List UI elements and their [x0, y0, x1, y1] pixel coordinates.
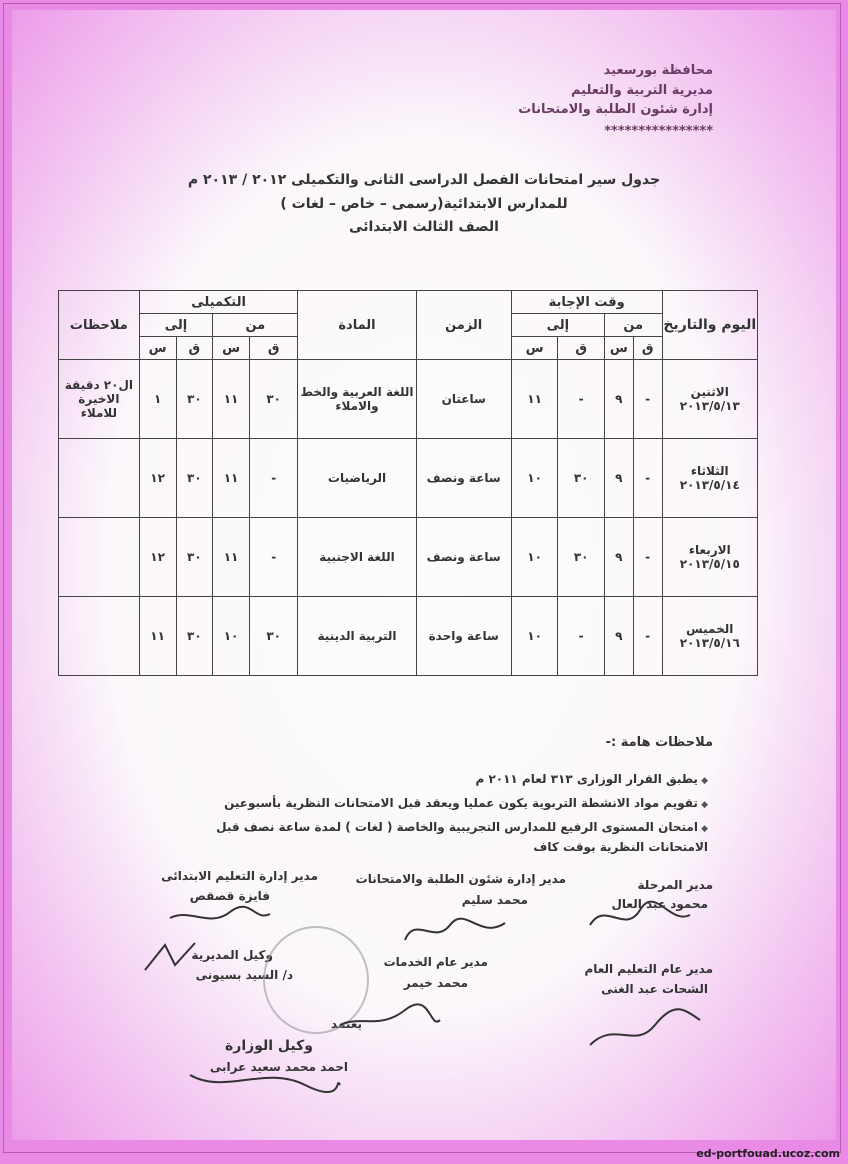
cell-sup-from-q: ٣٠	[249, 597, 298, 676]
header-q: ق	[176, 337, 213, 360]
primary-director-title: مدير إدارة التعليم الابتدائى	[161, 869, 318, 883]
table-row	[59, 439, 758, 518]
header-from: من	[604, 314, 662, 337]
students-director-title: مدير إدارة شئون الطلبة والامتحانات	[355, 872, 566, 886]
deputy-minister-name: احمد محمد سعيد عرابى	[209, 1060, 348, 1074]
cell-from-q: -	[633, 360, 662, 439]
cell-subject: التربية الدينية	[298, 597, 416, 676]
services-director-signature	[335, 995, 445, 1040]
general-ed-director-name: الشحات عبد الغنى	[601, 982, 708, 996]
cell-duration: ساعة ونصف	[416, 518, 511, 597]
doc-title: جدول سير امتحانات الفصل الدراسى الثانى والتكميلى ٢٠١٢ / ٢٠١٣ م	[187, 172, 661, 188]
cell-subject: الرياضيات	[298, 439, 416, 518]
cell-sup-to-q: ٣٠	[176, 360, 213, 439]
table-row	[59, 597, 758, 676]
cell-duration: ساعة ونصف	[416, 439, 511, 518]
services-director-title: مدير عام الخدمات	[383, 955, 488, 969]
stage-director-name: محمود عبد العال	[611, 897, 708, 911]
cell-day: الاثنين ٢٠١٣/٥/١٣	[662, 360, 757, 439]
primary-director-signature	[165, 900, 275, 930]
header-supplementary: التكميلى	[139, 291, 298, 314]
stage-director-signature	[585, 895, 695, 940]
cell-from-q: -	[633, 597, 662, 676]
cell-to-s: ١٠	[511, 518, 558, 597]
cell-duration: ساعتان	[416, 360, 511, 439]
cell-from-q: -	[633, 518, 662, 597]
cell-to-q: -	[558, 360, 605, 439]
schedule-table	[58, 290, 758, 676]
deputy-directorate-signature	[140, 935, 200, 980]
deputy-directorate-name: د/ السيد بسيونى	[195, 968, 293, 982]
cell-to-s: ١١	[511, 360, 558, 439]
cell-duration: ساعة واحدة	[416, 597, 511, 676]
doc-subtitle: للمدارس الابتدائية(رسمى – خاص – لغات )	[280, 196, 568, 212]
cell-sup-to-s: ١	[139, 360, 176, 439]
cell-from-s: ٩	[604, 597, 633, 676]
cell-to-q: -	[558, 597, 605, 676]
header-s: س	[511, 337, 558, 360]
cell-notes	[59, 597, 140, 676]
header-stars: ****************	[604, 124, 713, 139]
cell-from-q: -	[633, 439, 662, 518]
notes-list	[188, 770, 708, 860]
header-duration: الزمن	[416, 291, 511, 360]
cell-day: الاربعاء ٢٠١٣/٥/١٥	[662, 518, 757, 597]
cell-to-q: ٣٠	[558, 518, 605, 597]
cell-sup-from-s: ١١	[213, 360, 250, 439]
header-subject: المادة	[298, 291, 416, 360]
note-item: ◆ يطبق القرار الوزارى ٣١٣ لعام ٢٠١١ م	[188, 770, 708, 790]
header-sup-from: من	[213, 314, 298, 337]
header-s: س	[139, 337, 176, 360]
header-s: س	[213, 337, 250, 360]
cell-sup-to-q: ٣٠	[176, 439, 213, 518]
cell-sup-from-s: ١٠	[213, 597, 250, 676]
header-s: س	[604, 337, 633, 360]
services-director-name: محمد خيمر	[403, 976, 468, 990]
header-notes: ملاحظات	[59, 291, 140, 360]
cell-sup-to-s: ١٢	[139, 439, 176, 518]
header-q: ق	[558, 337, 605, 360]
grade-label: الصف الثالث الابتدائى	[349, 219, 499, 235]
cell-notes	[59, 518, 140, 597]
header-day: اليوم والتاريخ	[662, 291, 757, 360]
department-label: إدارة شئون الطلبة والامتحانات	[518, 102, 713, 117]
cell-from-s: ٩	[604, 360, 633, 439]
general-ed-director-title: مدير عام التعليم العام	[584, 962, 713, 976]
cell-sup-from-q: ٣٠	[249, 360, 298, 439]
cell-sup-to-q: ٣٠	[176, 518, 213, 597]
cell-subject: اللغة الاجنبية	[298, 518, 416, 597]
cell-from-s: ٩	[604, 518, 633, 597]
approved-label: يعتمد	[330, 1017, 362, 1031]
cell-notes: ال٢٠ دقيقة الاخيرة للاملاء	[59, 360, 140, 439]
cell-day: الخميس ٢٠١٣/٥/١٦	[662, 597, 757, 676]
cell-sup-from-q: -	[249, 518, 298, 597]
header-answer-time: وقت الإجابة	[511, 291, 662, 314]
students-director-signature	[400, 905, 510, 950]
cell-sup-from-s: ١١	[213, 518, 250, 597]
cell-sup-from-q: -	[249, 439, 298, 518]
header-to: إلى	[511, 314, 604, 337]
cell-from-s: ٩	[604, 439, 633, 518]
cell-to-s: ١٠	[511, 439, 558, 518]
cell-sup-to-s: ١٢	[139, 518, 176, 597]
table-header-row	[59, 291, 758, 314]
header-q: ق	[633, 337, 662, 360]
cell-sup-to-q: ٣٠	[176, 597, 213, 676]
header-q: ق	[249, 337, 298, 360]
cell-to-q: ٣٠	[558, 439, 605, 518]
cell-to-s: ١٠	[511, 597, 558, 676]
cell-sup-to-s: ١١	[139, 597, 176, 676]
cell-subject: اللغة العربية والخط والاملاء	[298, 360, 416, 439]
general-ed-director-signature	[585, 1000, 705, 1055]
note-item: ◆ تقويم مواد الانشطة التربوية يكون عمليا ويعقد قبل الامتحانات النظرية بأسبوعين	[188, 794, 708, 814]
notes-title: ملاحظات هامة :-	[605, 735, 713, 750]
cell-notes	[59, 439, 140, 518]
note-item: ◆ امتحان المستوى الرفيع للمدارس التجريبية والخاصة ( لغات ) لمدة ساعة نصف قبل الامتحانات النظرية بوقت كاف	[188, 818, 708, 856]
deputy-minister-signature	[185, 1055, 345, 1100]
header-sup-to: إلى	[139, 314, 212, 337]
table-row	[59, 360, 758, 439]
governorate-label: محافظة بورسعيد	[603, 63, 713, 78]
stage-director-title: مدير المرحلة	[637, 878, 713, 892]
deputy-directorate-title: وكيل المديرية	[191, 948, 273, 962]
cell-day: الثلاثاء ٢٠١٣/٥/١٤	[662, 439, 757, 518]
students-director-name: محمد سليم	[461, 893, 528, 907]
table-row	[59, 518, 758, 597]
website-footer: ed-portfouad.ucoz.com	[696, 1147, 840, 1160]
directorate-label: مديرية التربية والتعليم	[570, 83, 713, 98]
primary-director-name: فايزة قصقص	[189, 889, 270, 903]
deputy-minister-title: وكيل الوزارة	[225, 1038, 313, 1054]
cell-sup-from-s: ١١	[213, 439, 250, 518]
